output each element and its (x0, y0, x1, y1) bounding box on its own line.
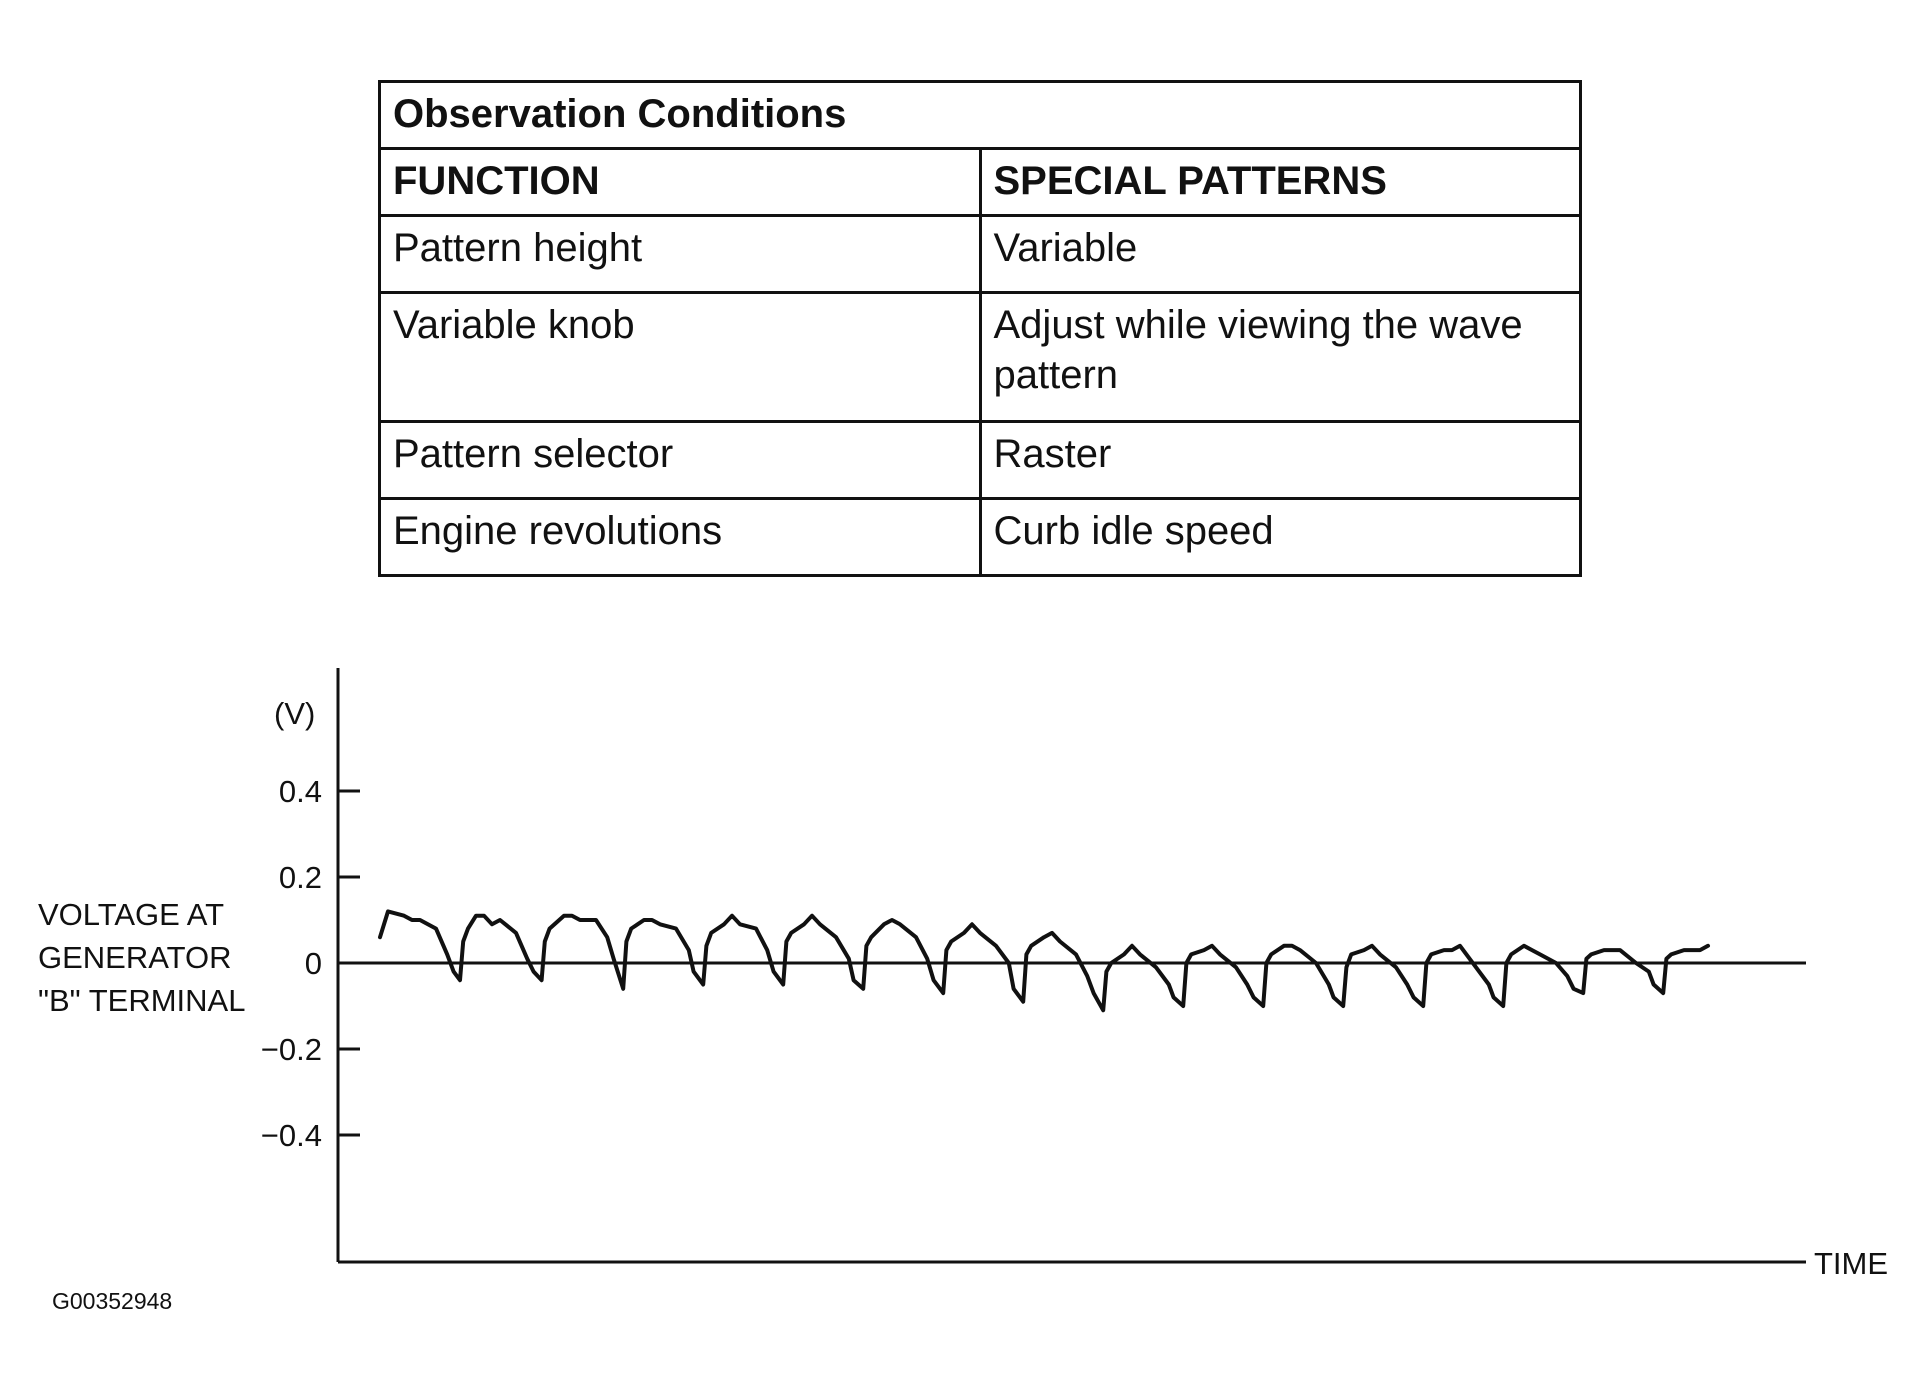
table-cell-function: Engine revolutions (380, 499, 981, 576)
table-cell-pattern: Raster (980, 422, 1581, 499)
y-tick-label: −0.4 (260, 1118, 322, 1153)
y-tick-label: −0.2 (260, 1032, 322, 1067)
table-header-function: FUNCTION (380, 149, 981, 216)
table-cell-pattern: Adjust while viewing the wave pattern (980, 293, 1581, 422)
table-cell-function: Variable knob (380, 293, 981, 422)
table-title: Observation Conditions (380, 82, 1581, 149)
figure-id: G00352948 (52, 1288, 173, 1314)
y-tick-label: 0 (304, 946, 322, 981)
table-cell-function: Pattern selector (380, 422, 981, 499)
y-axis-label-line-2: GENERATOR (38, 940, 232, 975)
chart-series-line (380, 911, 1708, 1010)
y-axis-label-line-1: VOLTAGE AT (38, 897, 225, 932)
y-tick-label: 0.2 (278, 860, 322, 895)
table-cell-pattern: Variable (980, 216, 1581, 293)
y-unit-label: (V) (274, 696, 316, 731)
y-tick-labels (261, 774, 322, 1153)
y-tick-marks (338, 791, 360, 1135)
y-tick-label: 0.4 (278, 774, 322, 809)
table-cell-function: Pattern height (380, 216, 981, 293)
y-axis-label-line-3: "B" TERMINAL (38, 983, 246, 1018)
table-header-special-patterns: SPECIAL PATTERNS (980, 149, 1581, 216)
table-cell-pattern: Curb idle speed (980, 499, 1581, 576)
x-axis-label: TIME (1814, 1246, 1889, 1281)
